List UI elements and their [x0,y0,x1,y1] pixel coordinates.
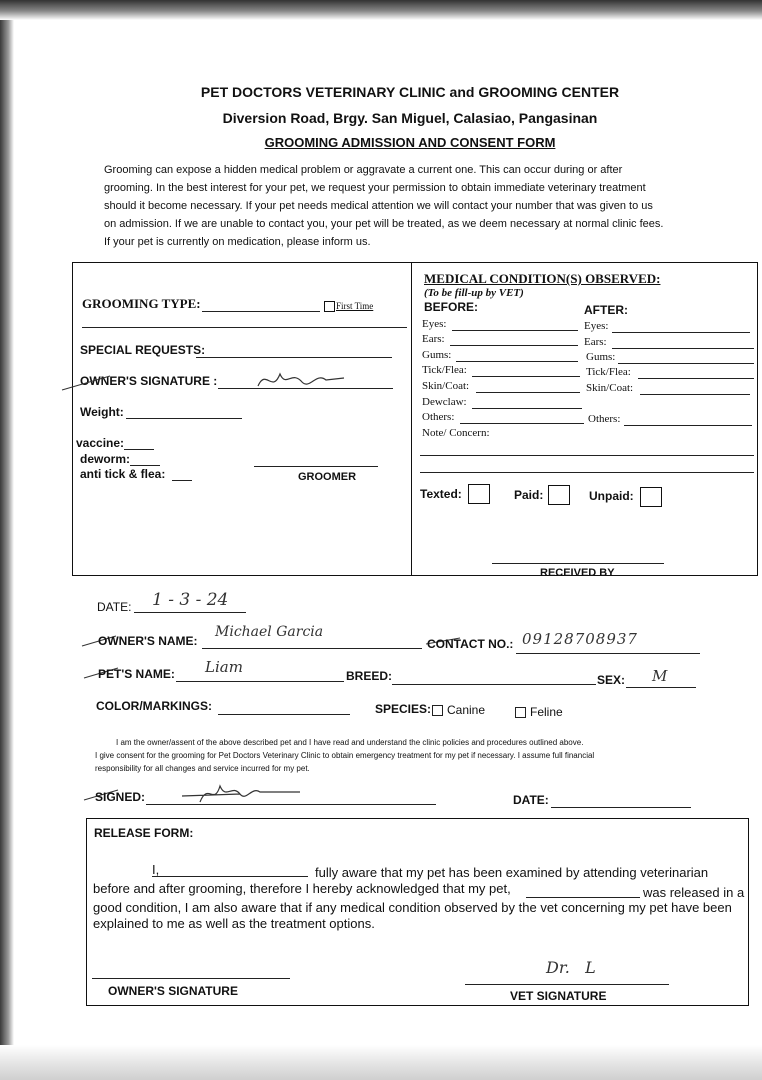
owner-name-value[interactable]: Michael Garcia [215,624,324,640]
release-owner-signature-line[interactable] [92,978,290,979]
date-field[interactable] [134,612,246,613]
consent-line-3: responsibility for all changes and service incurred for my pet. [95,764,310,773]
signed-label: SIGNED: [95,790,146,804]
clinic-address: Diversion Road, Brgy. San Miguel, Calasiao, Pangasinan [222,110,598,126]
deworm-label: deworm: [80,452,131,466]
before-skincoat-field[interactable] [476,392,580,393]
first-time-label: First Time [336,301,374,311]
after-skincoat-field[interactable] [640,394,750,395]
special-requests-label: SPECIAL REQUESTS: [80,343,206,357]
consent-line-1: I am the owner/assent of the above described pet and I have read and understand the clinic policies and procedures outlined above. [116,738,584,747]
before-tickflea-field[interactable] [472,376,580,377]
intro-line-4: on admission. If we are unable to contact you, your pet will be treated, as we deem necessary at normal clinic fees. [104,218,664,230]
intro-line-1: Grooming can expose a hidden medical problem or aggravate a current one. This can occur during or after [104,164,623,176]
grooming-type-field[interactable] [202,311,320,312]
medical-subtitle: (To be fill-up by VET) [424,287,524,299]
feline-label: Feline [530,705,563,719]
species-canine-option[interactable] [432,703,485,717]
sex-field[interactable] [626,687,696,688]
contact-field[interactable] [516,653,700,654]
form-title: GROOMING ADMISSION AND CONSENT FORM [264,135,556,150]
after-eyes-field[interactable] [612,332,750,333]
pet-name-label: PET'S NAME: [98,667,175,681]
contact-value[interactable]: 09128708937 [522,630,638,648]
paid-checkbox[interactable] [548,485,570,505]
received-by-label: RECEIVED BY [540,567,615,579]
clinic-name: PET DOCTORS VETERINARY CLINIC and GROOMING CENTER [200,84,620,100]
after-tickflea-field[interactable] [638,378,754,379]
species-feline-option[interactable] [515,705,563,719]
release-line-1a: I, [152,862,160,877]
intro-line-3: should it become necessary. If your pet needs medical attention we will contact your number that was given to us [104,200,653,212]
groomer-signature-line[interactable] [254,466,378,467]
release-line-2b: was released in a [643,885,745,900]
box-divider [411,262,412,576]
release-line-3: good condition, I am also aware that if any medical condition observed by the vet concerning my pet have been [93,900,732,915]
deworm-field[interactable] [130,465,160,466]
anti-tick-label: anti tick & flea: [80,467,166,481]
vet-signature-handwriting: Dr. L [546,958,596,977]
release-title: RELEASE FORM: [94,826,194,840]
scan-shadow-bottom [0,1045,762,1080]
after-ears-label: Ears: [584,336,607,348]
date-label: DATE: [97,600,132,614]
texted-label: Texted: [420,487,462,501]
after-gums-field[interactable] [618,363,754,364]
after-gums-label: Gums: [586,351,616,363]
after-tickflea-label: Tick/Flea: [586,366,631,378]
breed-label: BREED: [346,669,393,683]
scan-shadow-top [0,0,762,20]
after-others-field[interactable] [624,425,752,426]
grooming-type-field-2[interactable] [82,327,407,328]
medical-title: MEDICAL CONDITION(S) OBSERVED: [424,271,661,286]
first-time-checkbox[interactable] [324,301,335,312]
texted-checkbox[interactable] [468,484,490,504]
owner-name-field[interactable] [202,648,422,649]
owner-signature-scribble [60,364,360,396]
vaccine-field[interactable] [124,449,154,450]
before-dewclaw-label: Dewclaw: [422,396,467,408]
after-others-label: Others: [588,413,621,425]
release-pet-name-field[interactable] [526,897,640,898]
owner-signature-label: OWNER'S SIGNATURE : [80,374,218,388]
note-field-1[interactable] [420,455,754,456]
color-markings-label: COLOR/MARKINGS: [96,699,212,713]
consent-date-label: DATE: [513,793,549,807]
release-owner-signature-label: OWNER'S SIGNATURE [108,984,238,998]
after-ears-field[interactable] [612,348,754,349]
weight-field[interactable] [126,418,242,419]
before-dewclaw-field[interactable] [472,408,582,409]
before-gums-label: Gums: [422,349,452,361]
scan-shadow-left [0,0,14,1080]
after-eyes-label: Eyes: [584,320,609,332]
weight-label: Weight: [80,405,124,419]
after-skincoat-label: Skin/Coat: [586,382,634,394]
owner-name-label: OWNER'S NAME: [98,634,198,648]
sex-label: SEX: [597,673,626,687]
unpaid-label: Unpaid: [589,489,634,503]
color-markings-field[interactable] [218,714,350,715]
feline-checkbox[interactable] [515,707,526,718]
consent-line-2: I give consent for the grooming for Pet Doctors Veterinary Clinic to obtain emergency treatment for my pet if necessary. I assume full financial [95,751,595,760]
paid-label: Paid: [514,488,544,502]
groomer-label: GROOMER [298,471,357,483]
grooming-type-label: GROOMING TYPE: [82,296,201,311]
before-others-label: Others: [422,411,455,423]
before-ears-label: Ears: [422,333,445,345]
before-eyes-label: Eyes: [422,318,447,330]
before-others-field[interactable] [460,423,584,424]
contact-label: CONTACT NO.: [427,637,514,651]
breed-field[interactable] [392,684,596,685]
before-eyes-field[interactable] [452,330,578,331]
pet-name-field[interactable] [176,681,344,682]
intro-line-5: If your pet is currently on medication, please inform us. [104,236,371,248]
release-owner-name-field[interactable] [152,876,308,877]
consent-date-field[interactable] [551,807,691,808]
sex-value[interactable]: M [652,667,668,685]
date-value[interactable]: 1 - 3 - 24 [152,590,229,610]
anti-tick-field[interactable] [172,480,192,481]
release-line-1b: fully aware that my pet has been examined by attending veterinarian [315,865,709,880]
pet-name-value[interactable]: Liam [205,658,243,676]
note-concern-label: Note/ Concern: [422,427,490,439]
before-tickflea-label: Tick/Flea: [422,364,467,376]
canine-checkbox[interactable] [432,705,443,716]
species-label: SPECIES: [375,702,432,716]
vet-signature-label: VET SIGNATURE [510,989,607,1003]
unpaid-checkbox[interactable] [640,487,662,507]
before-ears-field[interactable] [450,345,578,346]
signed-signature-scribble [180,778,310,808]
vet-signature-line[interactable] [465,984,669,985]
note-field-2[interactable] [420,472,754,473]
before-label: BEFORE: [424,300,478,314]
received-by-line[interactable] [492,563,664,564]
before-gums-field[interactable] [456,361,578,362]
intro-line-2: grooming. In the best interest for your pet, we request your permission to obtain immediate veterinary treatment [104,182,646,194]
special-requests-field[interactable] [196,357,392,358]
after-label: AFTER: [584,303,628,317]
vaccine-label: vaccine: [76,436,125,450]
release-line-2a: before and after grooming, therefore I hereby acknowledged that my pet, [93,881,511,896]
before-skincoat-label: Skin/Coat: [422,380,470,392]
canine-label: Canine [447,703,486,717]
release-line-4: explained to me as well as the treatment options. [93,916,375,931]
